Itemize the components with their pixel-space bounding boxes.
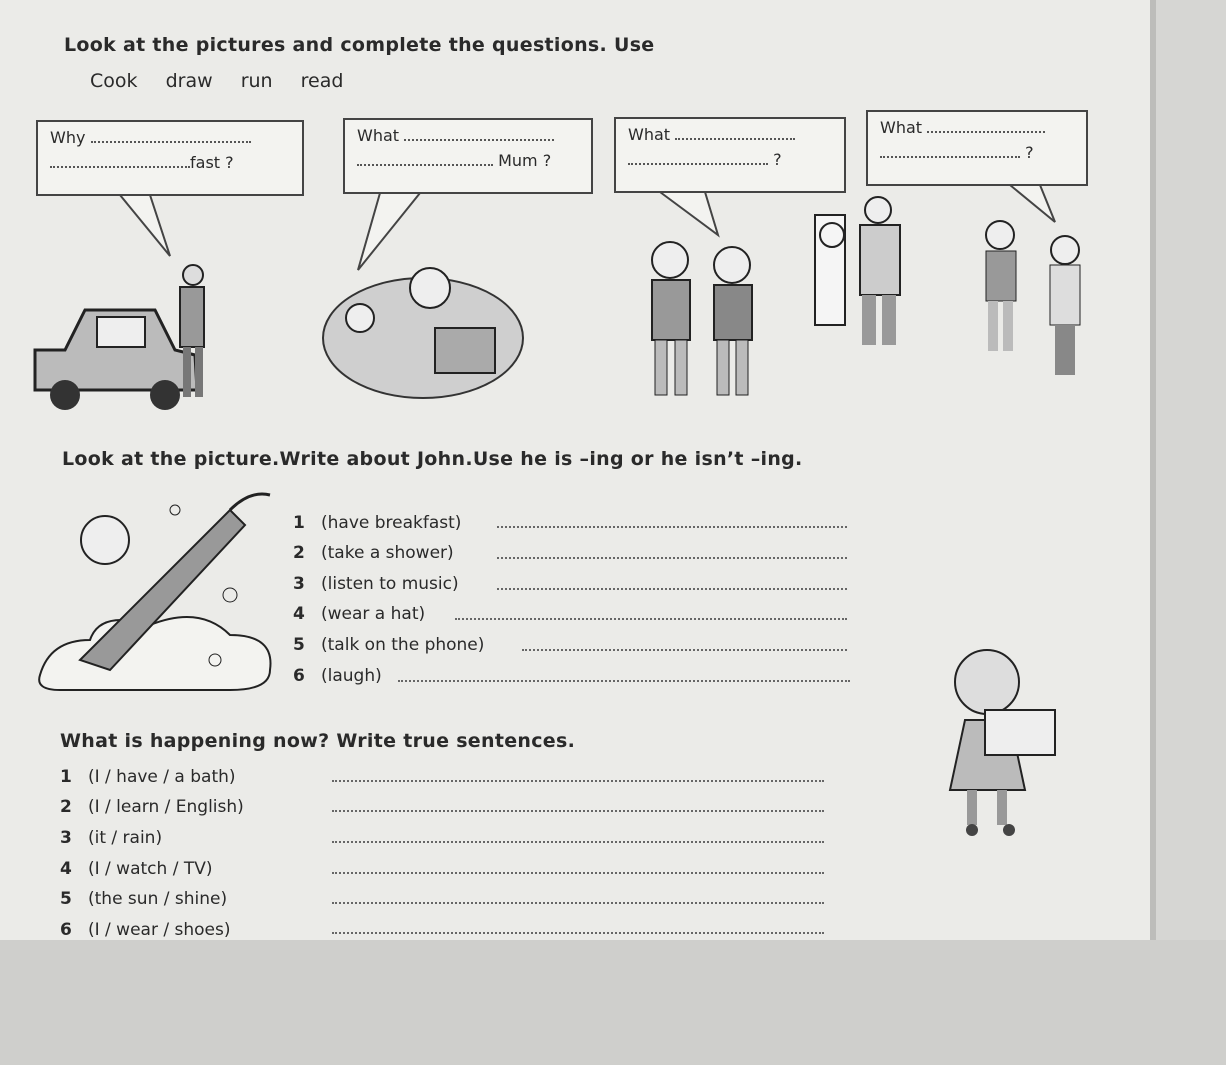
bubble1-end: fast ? <box>190 153 234 172</box>
table-surface <box>0 940 1226 1065</box>
sentence-answer-line-4[interactable] <box>332 872 824 874</box>
sentence-item-1: 1 (I / have / a bath) <box>60 767 236 787</box>
bubble3-start: What <box>628 125 671 144</box>
john-answer-line-4[interactable] <box>455 618 847 620</box>
verb-cook: Cook <box>90 70 138 92</box>
sentence-item-5: 5 (the sun / shine) <box>60 889 228 909</box>
john-item-5: 5 (talk on the phone) <box>293 635 485 655</box>
sentence-item-3: 3 (it / rain) <box>60 828 163 848</box>
sentence-answer-line-5[interactable] <box>332 902 824 904</box>
section2-instruction: Look at the picture.Write about John.Use he is –ing or he isn’t –ing. <box>62 448 803 470</box>
section1-instruction: Look at the pictures and complete the questions. Use <box>64 34 655 56</box>
sentence-answer-line-1[interactable] <box>332 780 824 782</box>
girl-reading-illustration <box>925 640 1065 840</box>
section3-instruction: What is happening now? Write true sentences. <box>60 730 576 752</box>
bubble4-start: What <box>880 118 923 137</box>
john-shower-illustration <box>30 490 280 700</box>
bubble1-start: Why <box>50 128 86 147</box>
verb-read: read <box>300 70 344 92</box>
verb-draw: draw <box>165 70 213 92</box>
bubble4-end: ? <box>1025 143 1034 162</box>
john-item-1: 1 (have breakfast) <box>293 513 462 533</box>
two-boys-illustration <box>620 235 770 405</box>
john-item-6: 6 (laugh) <box>293 666 382 686</box>
john-answer-line-6[interactable] <box>398 680 850 682</box>
car-policeman-illustration <box>25 255 235 425</box>
john-answer-line-2[interactable] <box>497 557 847 559</box>
sentence-answer-line-3[interactable] <box>332 841 824 843</box>
sentence-item-4: 4 (I / watch / TV) <box>60 859 213 879</box>
mum-cooking-illustration <box>315 258 530 408</box>
john-answer-line-5[interactable] <box>522 649 847 651</box>
john-answer-line-3[interactable] <box>497 588 847 590</box>
drawing-boy-illustration <box>810 195 1100 385</box>
john-item-3: 3 (listen to music) <box>293 574 459 594</box>
john-item-2: 2 (take a shower) <box>293 543 454 563</box>
bubble2-start: What <box>357 126 400 145</box>
verb-run: run <box>240 70 273 92</box>
sentence-item-6: 6 (I / wear / shoes) <box>60 920 231 940</box>
bubble2-end: Mum ? <box>498 151 552 170</box>
sentence-answer-line-2[interactable] <box>332 810 824 812</box>
bubble3-end: ? <box>773 150 782 169</box>
john-item-4: 4 (wear a hat) <box>293 604 426 624</box>
sentence-item-2: 2 (I / learn / English) <box>60 797 244 817</box>
sentence-answer-line-6[interactable] <box>332 932 824 934</box>
john-answer-line-1[interactable] <box>497 526 847 528</box>
